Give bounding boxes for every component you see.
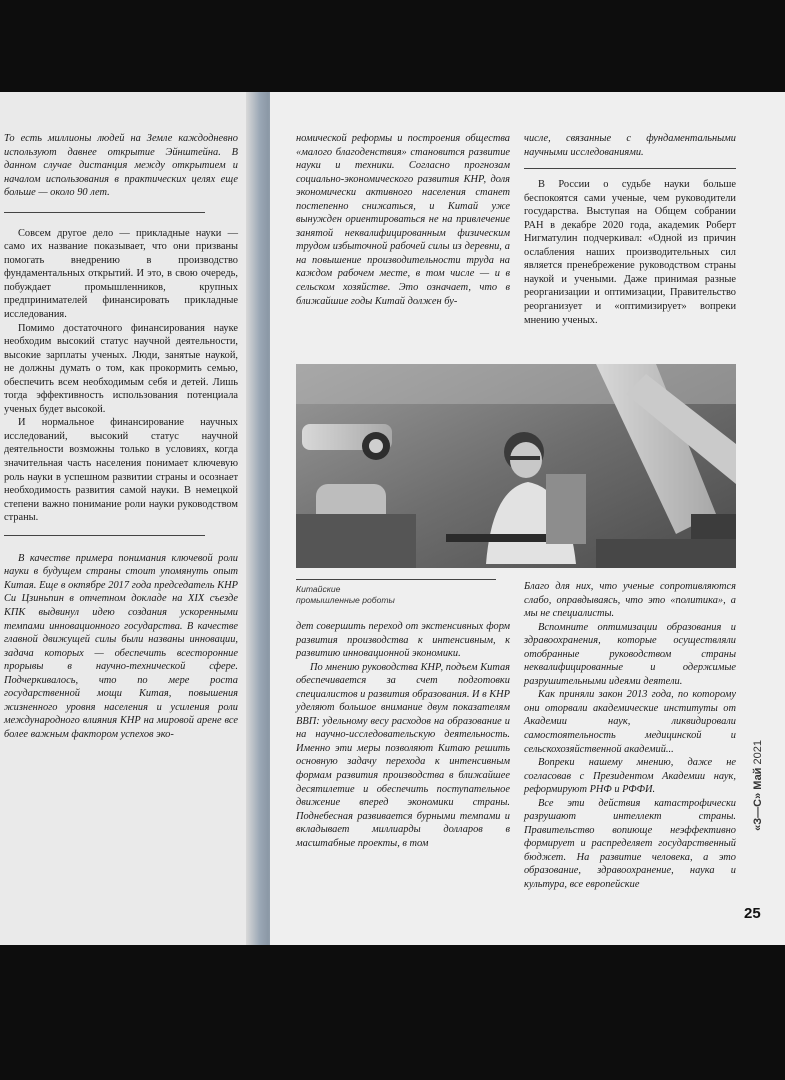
- section-divider: [4, 212, 205, 213]
- china-continued-paragraph: номической реформы и построения общества «малого благоденствия» становится развитие науки и техники. Согласно прогнозам социально-экономического развития КНР, доля экономически активного населения станет постепенно снижаться, и Китай уже вынужден ориентироваться не на привлечение занятой неквалифицированным физическим трудом избыточной рабочей силы из деревни, а на повышение производительности труда на каждом рабочем месте, в том числе — и в сельском хозяйстве. Это означает, что в ближайшие годы Китай должен бу-: [296, 133, 510, 307]
- china-education-paragraph: По мнению руководства КНР, подъем Китая обеспечивается за счет подготовки специалистов и развития образования. И в КНР уделяют большое внимание двум показателям ВВП: удельному весу расходов на образование и на научно-исследовательскую деятельность. Именно эти меры позволяют Китаю решить основную задачу перехода к интенсивным формам развития производства в ближайшее десятилетие и обеспечить поступательное движение вперед экономики страны. Поднебесная развивается бурными темпами и вкладывает миллиарды долларов в масштабные проекты, в том: [296, 661, 510, 849]
- body-paragraph: Совсем другое дело — прикладные науки — само их название показывает, что они призваны помогать внедрению в производство фундаментальных открытий. И это, в свою очередь, побуждает промышленников, крупных предпринимателей финансировать прикладные исследования.: [4, 227, 238, 321]
- quote-paragraph: Вопреки нашему мнению, даже не согласовав с Президентом Академии наук, реформируют РНФ и РФФИ.: [524, 757, 736, 796]
- factory-worker-image: [296, 364, 736, 568]
- left-column: [4, 132, 238, 741]
- caption-line-2: промышленные роботы: [296, 595, 395, 605]
- left-page: [0, 92, 253, 945]
- issue-month: Май: [752, 767, 764, 790]
- right-page: [270, 92, 785, 945]
- body-paragraph: И нормальное финансирование научных исследований, высокий статус научной деятельности возможны только в условиях, когда значительная часть населения понимает ключевую роль науки в успешном развитии страны и осознает необходимость развития самой науки. В немецкой степени важно понимание роли науки руководством страны.: [4, 417, 238, 524]
- china-italic-paragraph: В качестве примера понимания ключевой роли науки в будущем страны стоит упомянуть опыт Китая. Еще в октябре 2017 года председатель КНР Си Цзиньпин в отчетном докладе на XIX съезде КПК выдвинул идею создания ускоренными темпами инновационного государства. В качестве главной движущей силы были названы инновации, задача которых — обеспечить всесторонние прорывы в научно-технической сфере. Подчеркивалось, что по мере роста государственной мощи Китая, повышения жизненного уровня населения и усиления роли международного влияния КНР на мировой арене все более важным фактором успехов эко-: [4, 552, 238, 740]
- right-column-1-bottom: [296, 620, 510, 850]
- quote-paragraph: Все эти действия катастрофически разрушают интеллект страны. Правительство вопиюще неэффективно формирует и распределяет государственный бюджет. На развитие человека, а это образование, здравоохранение, наука и культура, все европейские: [524, 797, 736, 891]
- quote-paragraph: Вспомните оптимизации образования и здравоохранения, которые осуществляли отобранные руководством страны неквалифицированные и одержимые разрушительными идеями деятели.: [524, 621, 736, 687]
- section-divider: [4, 535, 205, 536]
- china-tail-paragraph: числе, связанные с фундаментальными научными исследованиями.: [524, 133, 736, 158]
- ras-paragraph: В России о судьбе науки больше беспокоятся сами ученые, чем руководители государства. Выступая на Общем собрании РАН в декабре 2020 года, академик Роберт Нигматулин подчеркивал: «Одной из причин ослабления наших производительных сил является пренебрежение руководством страны наукой и учеными. Даже принимая разные реорганизации и оптимизации, Правительство реорганизует и «оптимизирует» вопреки мнению ученых.: [524, 179, 736, 326]
- right-column-2-bottom: [524, 580, 736, 892]
- caption-line-1: Китайские: [296, 584, 341, 594]
- page-number: 25: [744, 905, 761, 922]
- body-paragraph: Помимо достаточного финансирования науке необходим высокий статус научной деятельности, высокие зарплаты ученых. Люди, занятые наукой, не должны думать о том, как прокормить семью, обеспечить всем необходимым себя и детей. Лишь тогда эффективность использования потенциала ученых будет высокой.: [4, 322, 238, 415]
- photo-caption: [296, 579, 496, 606]
- quote-paragraph: Как приняли закон 2013 года, по которому они оторвали академические институты от Академии наук, ликвидировали самостоятельность медицинской и сельскохозяйственной академий...: [524, 689, 736, 755]
- running-head: [752, 740, 768, 890]
- right-column-1-top: [296, 132, 510, 308]
- magazine-title: «З—С»: [752, 792, 764, 831]
- quote-paragraph: Благо для них, что ученые сопротивляются слабо, оправдываясь, что это «политика», а мы не специалисты.: [524, 581, 736, 620]
- transition-paragraph: дет совершить переход от экстенсивных форм развития производства к интенсивным, к развитию инновационной экономики.: [296, 621, 510, 660]
- issue-year: 2021: [752, 740, 764, 765]
- industrial-robots-photo: [296, 364, 736, 568]
- section-divider: [524, 168, 736, 169]
- intro-italic-paragraph: То есть миллионы людей на Земле каждодневно используют давнее открытие Эйнштейна. В данном случае дистанция между открытием и началом использования в практических целях еще больше — около 90 лет.: [4, 133, 238, 199]
- right-column-2-top: [524, 132, 736, 327]
